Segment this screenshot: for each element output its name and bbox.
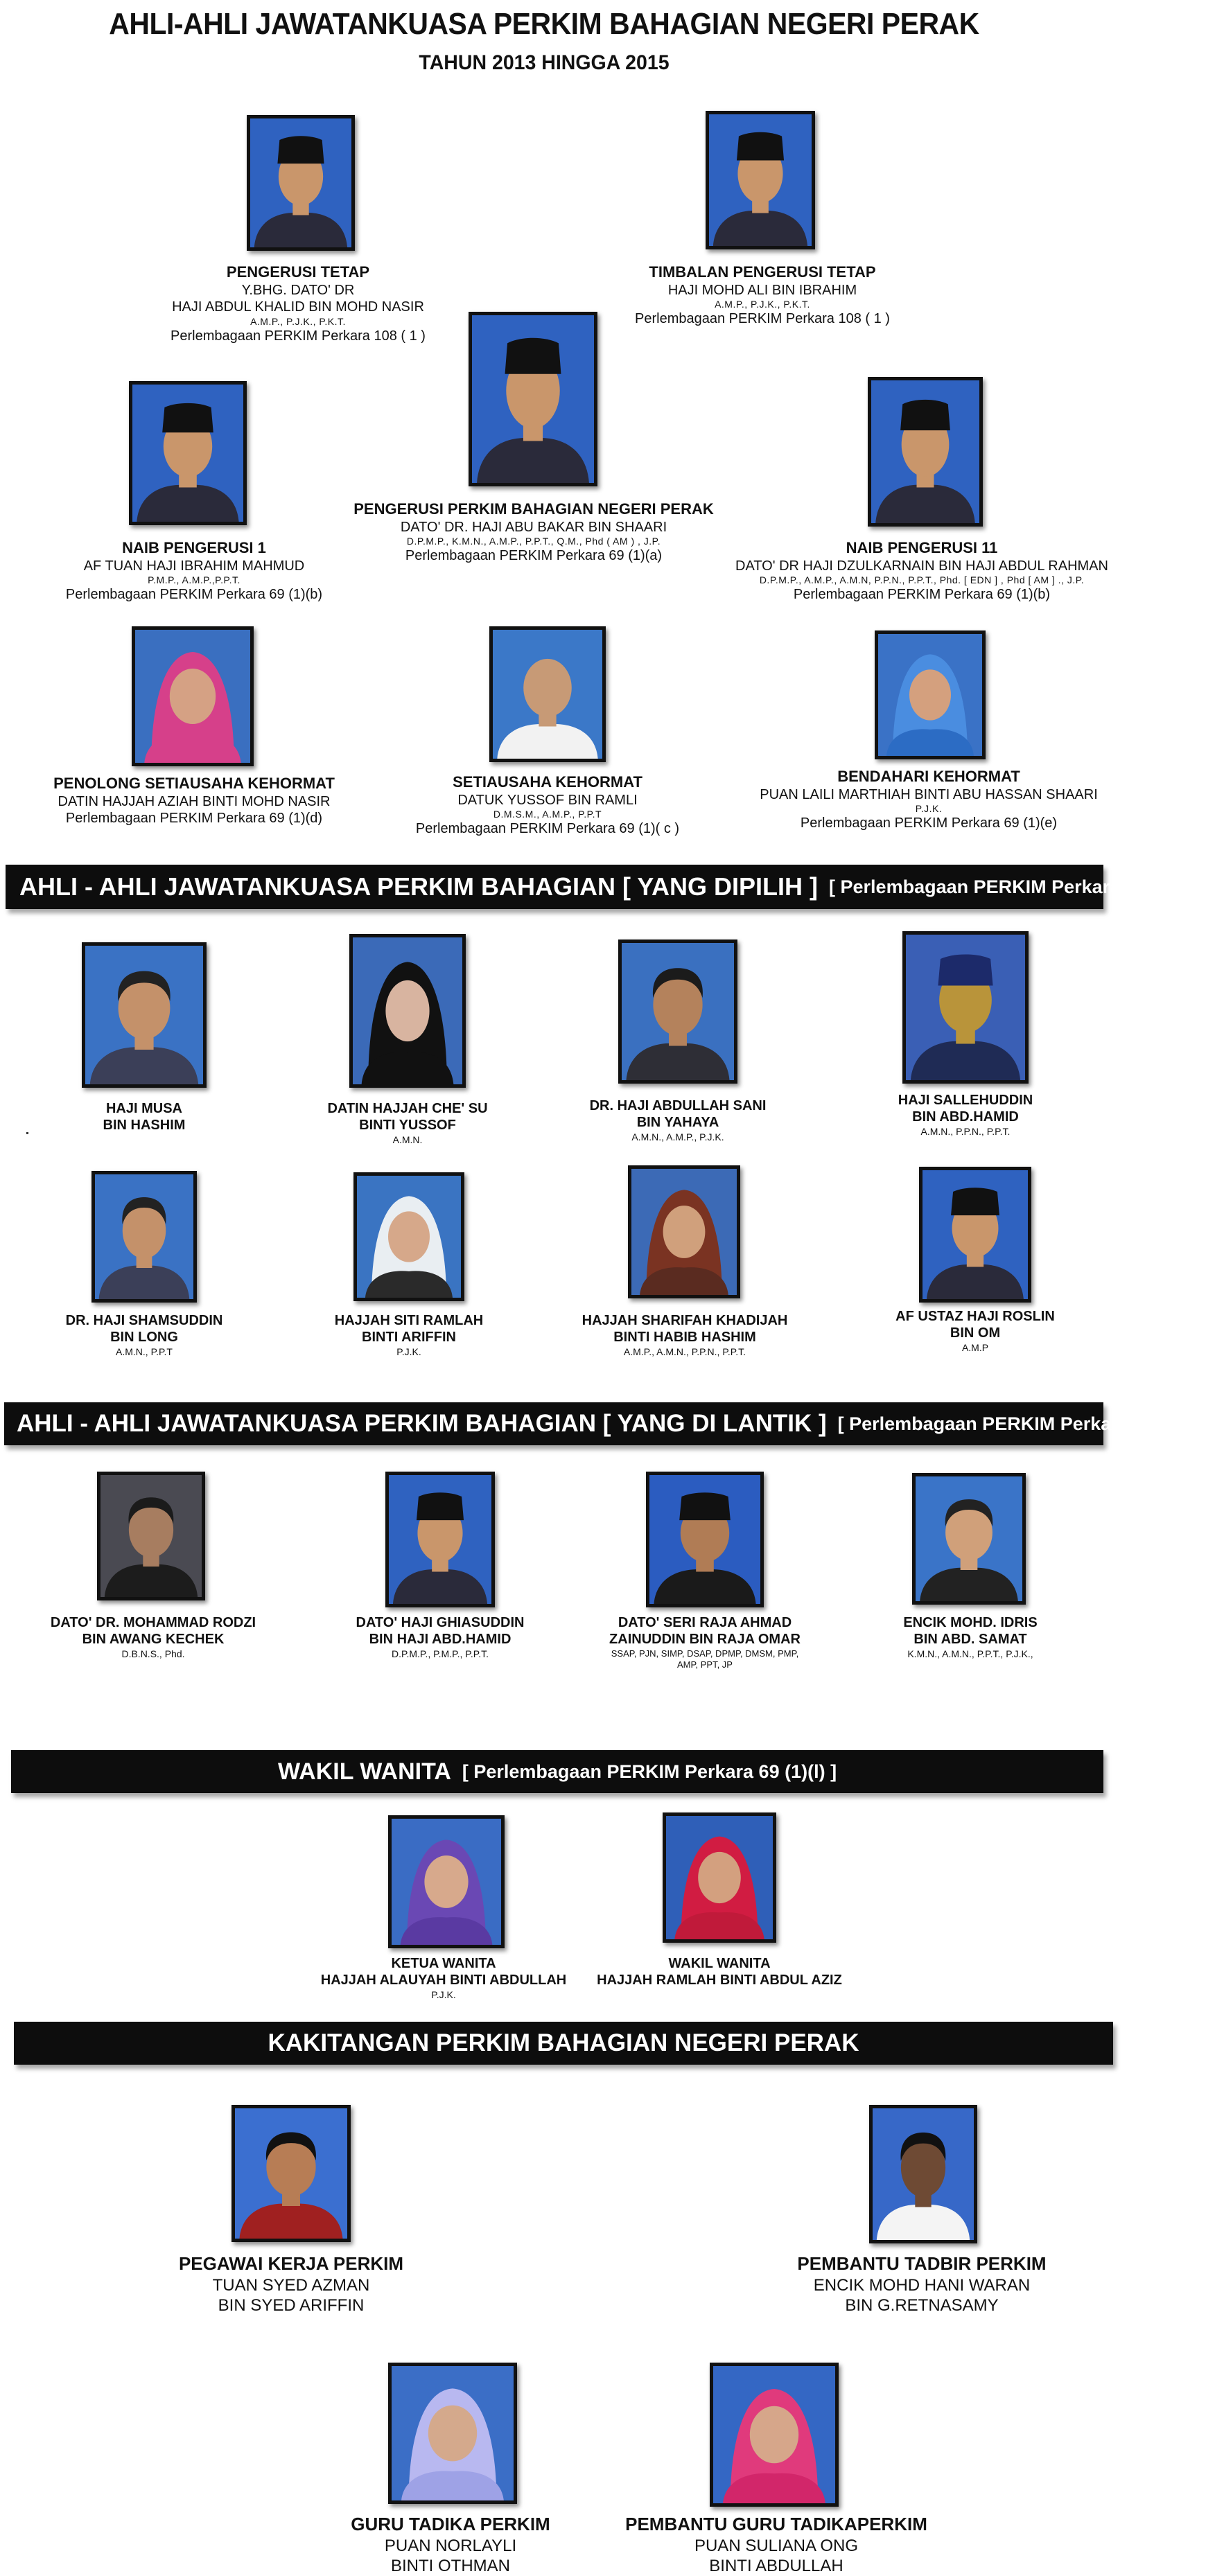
- role-label: PENGERUSI PERKIM BAHAGIAN NEGERI PERAK: [353, 500, 714, 518]
- name-line: BIN G.RETNASAMY: [845, 2295, 999, 2315]
- face: [523, 659, 572, 717]
- role-label: KETUA WANITA: [391, 1956, 496, 1971]
- portrait-member: [349, 934, 466, 1088]
- name-line: ENCIK MOHD. IDRIS: [903, 1615, 1038, 1630]
- songkok-hat: [505, 338, 561, 374]
- honours-line: D.M.S.M., A.M.P., P.P.T: [493, 809, 602, 820]
- portrait-pengerusi-negeri: [469, 312, 597, 486]
- portrait-image: [923, 1170, 1028, 1299]
- face: [388, 1211, 430, 1262]
- name-line: DATO' HAJI GHIASUDDIN: [356, 1615, 525, 1630]
- portrait-member: [82, 942, 207, 1088]
- songkok-hat: [277, 136, 324, 164]
- honours-line: P.J.K.: [915, 803, 943, 815]
- name-line: BINTI ARIFFIN: [362, 1330, 456, 1346]
- section-title: KAKITANGAN PERKIM BAHAGIAN NEGERI PERAK: [268, 2029, 859, 2056]
- face: [663, 1206, 706, 1258]
- role-label: PEGAWAI KERJA PERKIM: [178, 2253, 404, 2274]
- name-line: HAJJAH RAMLAH BINTI ABDUL AZIZ: [597, 1973, 842, 1988]
- page-subtitle: TAHUN 2013 HINGGA 2015: [419, 51, 670, 74]
- portrait-image: [873, 2108, 974, 2240]
- portrait-image: [906, 935, 1025, 1080]
- portrait-image: [622, 943, 734, 1080]
- role-label: PENGERUSI TETAP: [226, 263, 370, 281]
- honours-line: D.P.M.P., A.M.P., A.M.N, P.P.N., P.P.T., Phd. [ EDN ] , Phd [ AM ] ., J.P.: [759, 574, 1085, 586]
- section-banner-lantik: [4, 1402, 1207, 1445]
- name-line: DATO' DR. MOHAMMAD RODZI: [50, 1615, 256, 1630]
- name-line: HAJI SALLEHUDDIN: [898, 1093, 1033, 1108]
- stray-dot: [26, 1132, 28, 1134]
- constitution-ref: Perlembagaan PERKIM Perkara 69 (1)(b): [793, 587, 1051, 603]
- role-label: PEMBANTU TADBIR PERKIM: [797, 2253, 1047, 2274]
- section-ref: [ Perlembagaan PERKIM Perkara 69 (1)(l) ]: [462, 1761, 837, 1782]
- honours-line: A.M.P: [961, 1341, 989, 1353]
- portrait-image: [100, 1475, 202, 1597]
- name-line: BINTI YUSSOF: [359, 1118, 456, 1133]
- section-ref: [ Perlembagaan PERKIM Perkara 101 (2)(iv) ]: [829, 876, 1224, 897]
- caption-member: [304, 1100, 512, 1146]
- portrait-member: [912, 1473, 1026, 1605]
- name-line: DATIN HAJJAH AZIAH BINTI MOHD NASIR: [58, 793, 331, 809]
- honours-line: A.M.N., P.P.T: [116, 1346, 173, 1357]
- portrait-member: [646, 1472, 764, 1607]
- portrait-member: [353, 1172, 464, 1301]
- name-line: BIN OM: [950, 1325, 1001, 1341]
- portrait-image: [878, 634, 982, 756]
- section-title: AHLI - AHLI JAWATANKUASA PERKIM BAHAGIAN [ YANG DIPILIH ]: [19, 872, 819, 901]
- name-line: BINTI ABDULLAH: [709, 2556, 843, 2575]
- caption-member: [560, 1312, 810, 1358]
- face: [170, 669, 216, 724]
- name-line: BIN LONG: [110, 1330, 178, 1346]
- portrait-penolong-setiausaha: [132, 626, 254, 766]
- portrait-member: [97, 1472, 205, 1600]
- name-line: BIN SYED ARIFFIN: [218, 2295, 365, 2315]
- name-line: DATO' SERI RAJA AHMAD: [618, 1615, 792, 1630]
- caption-member: [868, 1308, 1083, 1354]
- caption-setiausaha: [374, 773, 721, 838]
- portrait-image: [250, 118, 351, 247]
- portrait-image: [392, 1819, 501, 1945]
- name-line: BIN YAHAYA: [636, 1115, 719, 1131]
- honours-line: AMP, PPT, JP: [677, 1659, 733, 1670]
- caption-member: [584, 1614, 826, 1670]
- role-label: GURU TADIKA PERKIM: [351, 2514, 550, 2534]
- honours-line: D.P.M.P., K.M.N., A.M.P., P.P.T., Q.M., Phd ( AM ) , J.P.: [406, 536, 661, 547]
- honours-line: D.P.M.P., P.M.P., P.P.T.: [391, 1648, 489, 1659]
- name-line: TUAN SYED AZMAN: [212, 2275, 370, 2295]
- honours-line: A.M.P., P.J.K., P.K.T.: [715, 299, 810, 310]
- name-line: DR. HAJI SHAMSUDDIN: [65, 1313, 223, 1328]
- caption-member: [326, 1614, 554, 1660]
- section-banner-dipilih: [6, 865, 1224, 909]
- portrait-member: [902, 931, 1029, 1084]
- constitution-ref: Perlembagaan PERKIM Perkara 69 (1)(b): [65, 587, 323, 603]
- name-line: PUAN NORLAYLI: [384, 2536, 517, 2555]
- role-label: PENOLONG SETIAUSAHA KEHORMAT: [53, 775, 335, 792]
- face: [424, 1855, 468, 1908]
- portrait-image: [871, 380, 979, 523]
- name-line: DATUK YUSSOF BIN RAMLI: [457, 792, 638, 808]
- portrait-image: [95, 1174, 193, 1299]
- section-title: WAKIL WANITA: [277, 1758, 451, 1785]
- songkok-hat: [951, 1188, 999, 1215]
- honours-line: A.M.P., P.J.K., P.K.T.: [250, 315, 346, 327]
- portrait-bendahari: [875, 630, 986, 759]
- portrait-image: [235, 2108, 347, 2239]
- portrait-image: [916, 1476, 1022, 1601]
- honours-line: A.M.N., A.M.P., P.J.K.: [631, 1131, 724, 1143]
- caption-member: [858, 1092, 1073, 1138]
- honours-line: P.M.P., A.M.P.,P.P.T.: [148, 574, 241, 586]
- name-line: BIN HAJI ABD.HAMID: [369, 1632, 512, 1648]
- role-label: NAIB PENGERUSI 11: [846, 539, 998, 556]
- face: [698, 1852, 741, 1903]
- name-line: PUAN SULIANA ONG: [694, 2536, 859, 2555]
- name-line: BIN ABD. SAMAT: [913, 1632, 1027, 1648]
- caption-bendahari: [735, 768, 1123, 832]
- constitution-ref: Perlembagaan PERKIM Perkara 69 (1)( c ): [415, 821, 680, 837]
- constitution-ref: Perlembagaan PERKIM Perkara 69 (1)(d): [65, 811, 323, 827]
- caption-ketua-wanita: [305, 1955, 582, 2001]
- portrait-staff: [231, 2105, 351, 2242]
- portrait-image: [713, 2366, 835, 2503]
- caption-member: [560, 1097, 796, 1143]
- role-label: PEMBANTU GURU TADIKAPERKIM: [625, 2514, 927, 2534]
- role-label: SETIAUSAHA KEHORMAT: [453, 773, 642, 791]
- page-title: AHLI-AHLI JAWATANKUASA PERKIM BAHAGIAN NEGERI PERAK: [109, 7, 979, 41]
- songkok-hat: [900, 400, 950, 430]
- name-line: BIN ABD.HAMID: [912, 1109, 1019, 1125]
- face: [909, 669, 951, 720]
- portrait-image: [631, 1169, 737, 1295]
- caption-wakil-wanita: [581, 1955, 858, 1989]
- portrait-member: [618, 939, 737, 1084]
- caption-timbalan-pengerusi-tetap: [589, 263, 936, 328]
- constitution-ref: Perlembagaan PERKIM Perkara 69 (1)(e): [800, 815, 1058, 831]
- name-line: ENCIK MOHD HANI WARAN: [813, 2275, 1031, 2295]
- name-line: DATO' DR. HAJI ABU BAKAR BIN SHAARI: [400, 519, 667, 535]
- portrait-image: [135, 630, 250, 763]
- songkok-hat: [938, 954, 993, 985]
- songkok-hat: [737, 132, 784, 161]
- portrait-image: [85, 946, 203, 1084]
- name-line: HAJI MOHD ALI BIN IBRAHIM: [667, 282, 857, 298]
- songkok-hat: [162, 403, 213, 432]
- portrait-staff: [388, 2363, 517, 2504]
- portrait-image: [353, 937, 462, 1084]
- honours-line: P.J.K.: [431, 1988, 456, 2000]
- name-line: HAJJAH SHARIFAH KHADIJAH: [582, 1313, 788, 1328]
- caption-staff: [152, 2253, 430, 2315]
- caption-staff: [312, 2514, 589, 2576]
- honours-line: A.M.N.: [392, 1133, 423, 1145]
- portrait-pengerusi-tetap: [247, 115, 355, 251]
- face: [385, 980, 429, 1041]
- role-label: BENDAHARI KEHORMAT: [837, 768, 1020, 785]
- honours-line: A.M.P., A.M.N., P.P.N., P.P.T.: [623, 1346, 746, 1357]
- portrait-image: [649, 1475, 760, 1604]
- section-title: AHLI - AHLI JAWATANKUASA PERKIM BAHAGIAN [ YANG DI LANTIK ]: [17, 1410, 827, 1437]
- portrait-member: [385, 1472, 495, 1607]
- portrait-image: [493, 630, 602, 759]
- name-line: BINTI HABIB HASHIM: [613, 1330, 756, 1346]
- caption-naib-pengerusi-1: [21, 539, 367, 603]
- name-line: HAJI ABDUL KHALID BIN MOHD NASIR: [172, 299, 424, 315]
- portrait-image: [357, 1176, 461, 1298]
- section-banner-wanita: [11, 1750, 1103, 1793]
- caption-member: [39, 1614, 268, 1660]
- name-line: ZAINUDDIN BIN RAJA OMAR: [609, 1632, 801, 1648]
- role-label: TIMBALAN PENGERUSI TETAP: [649, 263, 876, 281]
- portrait-image: [666, 1816, 773, 1939]
- portrait-image: [472, 315, 594, 483]
- honours-line: P.J.K.: [396, 1346, 421, 1357]
- title-line: Y.BHG. DATO' DR: [241, 282, 355, 298]
- portrait-wakil-wanita: [663, 1812, 776, 1943]
- role-label: NAIB PENGERUSI 1: [122, 539, 266, 556]
- portrait-image: [389, 1475, 491, 1604]
- honours-line: SSAP, PJN, SIMP, DSAP, DPMP, DMSM, PMP,: [611, 1648, 799, 1659]
- constitution-ref: Perlembagaan PERKIM Perkara 108 ( 1 ): [635, 311, 890, 327]
- songkok-hat: [679, 1492, 731, 1520]
- portrait-ketua-wanita: [388, 1815, 505, 1948]
- caption-naib-pengerusi-11: [714, 539, 1130, 603]
- portrait-naib-pengerusi-11: [868, 377, 983, 527]
- caption-member: [40, 1312, 248, 1358]
- constitution-ref: Perlembagaan PERKIM Perkara 108 ( 1 ): [171, 328, 426, 344]
- constitution-ref: Perlembagaan PERKIM Perkara 69 (1)(a): [405, 548, 663, 564]
- portrait-member: [919, 1167, 1031, 1303]
- honours-line: K.M.N., A.M.N., P.P.T., P.J.K.,: [907, 1648, 1033, 1659]
- caption-staff: [783, 2253, 1060, 2315]
- name-line: BIN HASHIM: [103, 1118, 186, 1133]
- honours-line: A.M.N., P.P.N., P.P.T.: [920, 1125, 1011, 1137]
- portrait-image: [709, 114, 812, 246]
- caption-staff: [617, 2514, 936, 2576]
- name-line: DATO' DR HAJI DZULKARNAIN BIN HAJI ABDUL RAHMAN: [735, 558, 1108, 574]
- name-line: BINTI OTHMAN: [391, 2556, 510, 2575]
- name-line: HAJJAH SITI RAMLAH: [334, 1313, 484, 1328]
- name-line: BIN AWANG KECHEK: [82, 1632, 225, 1648]
- songkok-hat: [417, 1492, 464, 1520]
- face: [428, 2406, 477, 2462]
- portrait-image: [132, 385, 243, 522]
- caption-member: [853, 1614, 1088, 1660]
- caption-member: [40, 1100, 248, 1134]
- portrait-member: [628, 1165, 740, 1298]
- portrait-image: [392, 2366, 514, 2500]
- portrait-naib-pengerusi-1: [129, 381, 247, 525]
- name-line: PUAN LAILI MARTHIAH BINTI ABU HASSAN SHAARI: [760, 786, 1098, 802]
- honours-line: D.B.N.S., Phd.: [121, 1648, 185, 1659]
- section-banner-kakitangan: [14, 2022, 1113, 2065]
- name-line: HAJJAH ALAUYAH BINTI ABDULLAH: [320, 1973, 567, 1988]
- face: [750, 2406, 798, 2464]
- portrait-timbalan-pengerusi-tetap: [706, 111, 815, 249]
- section-ref: [ Perlembagaan PERKIM Perkara 69 (1)(h): [837, 1413, 1207, 1434]
- name-line: AF TUAN HAJI IBRAHIM MAHMUD: [83, 558, 305, 574]
- name-line: HAJI MUSA: [105, 1101, 182, 1116]
- name-line: AF USTAZ HAJI ROSLIN: [895, 1309, 1055, 1324]
- portrait-staff: [710, 2363, 839, 2507]
- name-line: DATIN HAJJAH CHE' SU: [327, 1101, 488, 1116]
- caption-member: [298, 1312, 520, 1358]
- role-label: WAKIL WANITA: [668, 1956, 771, 1971]
- portrait-staff: [869, 2105, 977, 2243]
- caption-pengerusi-negeri: [326, 500, 742, 565]
- caption-penolong-setiausaha: [21, 775, 367, 827]
- name-line: DR. HAJI ABDULLAH SANI: [589, 1098, 767, 1113]
- portrait-member: [91, 1171, 197, 1303]
- portrait-setiausaha: [489, 626, 606, 762]
- caption-pengerusi-tetap: [125, 263, 471, 344]
